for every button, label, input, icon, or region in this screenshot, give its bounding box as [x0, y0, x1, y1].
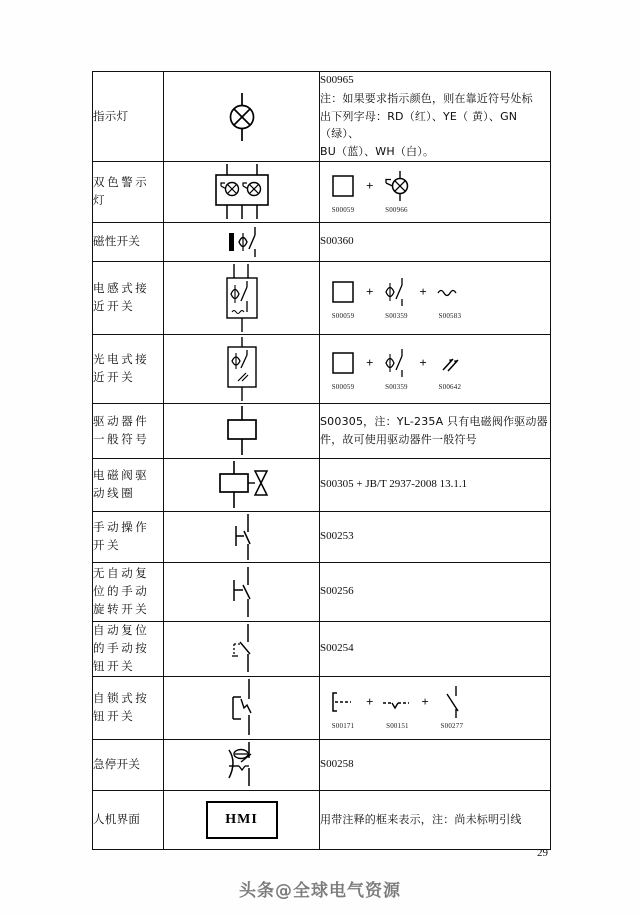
note-line: 出下列字母：RD（红）、YE（ 黄）、GN（绿）、: [320, 109, 518, 141]
ref-code: S00254: [320, 642, 354, 655]
ref-code: S00258: [320, 758, 354, 771]
combo-code: S00583: [438, 312, 462, 321]
table-row: [93, 223, 551, 262]
plus-icon: +: [366, 284, 374, 300]
row-label-magnetic-switch: 磁性开关: [93, 223, 164, 262]
hmi-box-icon: [206, 801, 278, 839]
row-label-solenoid-valve-coil: 电磁阀驱动线圈: [93, 459, 164, 512]
symbol-self-locking-pushbutton-switch: [164, 677, 320, 740]
symbol-magnetic-switch: [164, 223, 320, 262]
row-ref-manual-operated-switch: [320, 512, 551, 563]
combo-item: [379, 346, 413, 393]
combo-item: [326, 346, 360, 393]
table-row: [93, 512, 551, 563]
bracket-dash-icon: [327, 685, 359, 719]
row-label-manual-operated-switch: 手动操作开关: [93, 512, 164, 563]
empty-box-icon: [330, 275, 356, 309]
symbol-manual-operated-switch: [164, 512, 320, 563]
inductive-proximity-switch-icon: [210, 262, 274, 334]
plus-icon: +: [421, 694, 429, 710]
row-ref-hmi: [320, 791, 551, 850]
row-label-actuator-general: 驱动器件一般符号: [93, 404, 164, 459]
combo-code: S00966: [385, 206, 408, 215]
row-ref-magnetic-switch: [320, 223, 551, 262]
plus-icon: +: [419, 284, 427, 300]
plus-icon: +: [366, 355, 374, 371]
table-row: [93, 791, 551, 850]
dual-color-warning-lamp-icon: [199, 162, 285, 222]
combo-item: [433, 275, 467, 322]
row-ref-solenoid-valve-coil: [320, 459, 551, 512]
contact-open-icon: [437, 685, 467, 719]
row-label-photoelectric-proximity-switch: 光电式接近开关: [93, 335, 164, 404]
table-row: [93, 262, 551, 335]
symbol-indicator-lamp: [164, 72, 320, 162]
combo-item: [433, 346, 467, 393]
combo-code: S00151: [386, 722, 409, 731]
indicator-lamp-icon: [212, 87, 272, 147]
symbol-composition: [320, 343, 550, 394]
symbol-dual-color-warning-lamp: [164, 162, 320, 223]
solenoid-valve-coil-icon: [207, 459, 277, 511]
magnetic-switch-icon: [217, 223, 267, 261]
row-label-inductive-proximity-switch: 电感式接近开关: [93, 262, 164, 335]
table-row: [93, 677, 551, 740]
note-line: 注：如果要求指示颜色，则在靠近符号处标: [320, 91, 533, 105]
table-row: [93, 162, 551, 223]
photoelectric-proximity-switch-icon: [210, 335, 274, 403]
symbol-composition: [320, 682, 550, 733]
symbol-non-reset-rotary-switch: [164, 563, 320, 622]
row-label-indicator-lamp: 指示灯: [93, 72, 164, 162]
row-label-emergency-stop-switch: 急停开关: [93, 740, 164, 791]
ref-code: S00360: [320, 235, 354, 248]
row-ref-non-reset-rotary-switch: [320, 563, 551, 622]
plus-icon: +: [419, 355, 427, 371]
plus-icon: +: [366, 694, 374, 710]
combo-item: [326, 275, 360, 322]
combo-code: S00059: [331, 206, 355, 215]
row-label-non-reset-rotary-switch: 无自动复位的手动旋转开关: [93, 563, 164, 622]
table-row: [93, 622, 551, 677]
combo-item: [379, 275, 413, 322]
combo-item: [326, 169, 360, 216]
row-ref-indicator-lamp: [320, 72, 551, 162]
empty-box-icon: [330, 169, 356, 203]
combo-item: [326, 685, 360, 732]
row-ref-actuator-general: [320, 404, 551, 459]
row-ref-dual-color-warning-lamp: [320, 162, 551, 223]
actuator-general-icon: [212, 404, 272, 458]
note-line: 件，故可使用驱动器件一般符号: [320, 433, 477, 447]
symbol-emergency-stop-switch: [164, 740, 320, 791]
empty-box-icon: [330, 346, 356, 380]
table-row: [93, 404, 551, 459]
manual-operated-switch-icon: [214, 512, 270, 562]
note-line: S00305，注：YL-235A 只有电磁阀作驱动器: [320, 415, 548, 429]
combo-code: S00059: [331, 312, 355, 321]
self-locking-pushbutton-switch-icon: [213, 677, 271, 739]
combo-item: [435, 685, 469, 732]
row-label-dual-color-warning-lamp: 双色警示灯: [93, 162, 164, 223]
light-arrows-icon: [435, 346, 465, 380]
table-row: [93, 335, 551, 404]
note-line: BU（蓝）、WH（白）。: [320, 145, 435, 159]
row-label-auto-reset-pushbutton-switch: 自动复位的手动按钮开关: [93, 622, 164, 677]
dash-detent-icon: [379, 685, 415, 719]
combo-item: [379, 685, 415, 732]
row-ref-photoelectric-proximity-switch: [320, 335, 551, 404]
emergency-stop-switch-icon: [211, 740, 273, 790]
table-row: [93, 72, 551, 162]
symbol-photoelectric-proximity-switch: [164, 335, 320, 404]
non-reset-rotary-switch-icon: [214, 563, 270, 621]
row-ref-self-locking-pushbutton-switch: [320, 677, 551, 740]
lamp-with-lead-icon: [380, 169, 412, 203]
combo-code: S00359: [385, 383, 408, 392]
note-line: 用带注释的框来表示，注：尚未标明引线: [320, 813, 522, 827]
electrical-symbol-table: [92, 71, 551, 850]
row-ref-inductive-proximity-switch: [320, 262, 551, 335]
wave-icon: [434, 275, 466, 309]
table-row: [93, 563, 551, 622]
combo-code: S00642: [438, 383, 462, 392]
symbol-inductive-proximity-switch: [164, 262, 320, 335]
symbol-composition: [320, 272, 550, 323]
ref-code: S00965: [320, 74, 354, 86]
row-ref-emergency-stop-switch: [320, 740, 551, 791]
symbol-actuator-general: [164, 404, 320, 459]
combo-code: S00171: [331, 722, 355, 731]
combo-code: S00359: [385, 312, 408, 321]
symbol-auto-reset-pushbutton-switch: [164, 622, 320, 677]
watermark: 头条@全球电气资源: [239, 881, 401, 901]
ref-code: S00305 + JB/T 2937-2008 13.1.1: [320, 478, 468, 491]
symbol-composition: [320, 166, 550, 217]
page-number: 29: [537, 847, 548, 859]
symbol-solenoid-valve-coil: [164, 459, 320, 512]
symbol-hmi-box: [164, 791, 320, 850]
row-label-self-locking-pushbutton-switch: 自锁式按钮开关: [93, 677, 164, 740]
combo-code: S00059: [331, 383, 355, 392]
proximity-sensor-icon: [379, 275, 413, 309]
auto-reset-pushbutton-switch-icon: [214, 622, 270, 676]
proximity-sensor-icon: [379, 346, 413, 380]
ref-code: S00253: [320, 530, 354, 543]
table-row: [93, 459, 551, 512]
combo-item: [379, 169, 413, 216]
hmi-label: HMI: [225, 812, 258, 828]
row-label-hmi: 人机界面: [93, 791, 164, 850]
table-row: [93, 740, 551, 791]
plus-icon: +: [366, 178, 374, 194]
combo-code: S00277: [440, 722, 464, 731]
ref-code: S00256: [320, 585, 354, 598]
row-ref-auto-reset-pushbutton-switch: [320, 622, 551, 677]
